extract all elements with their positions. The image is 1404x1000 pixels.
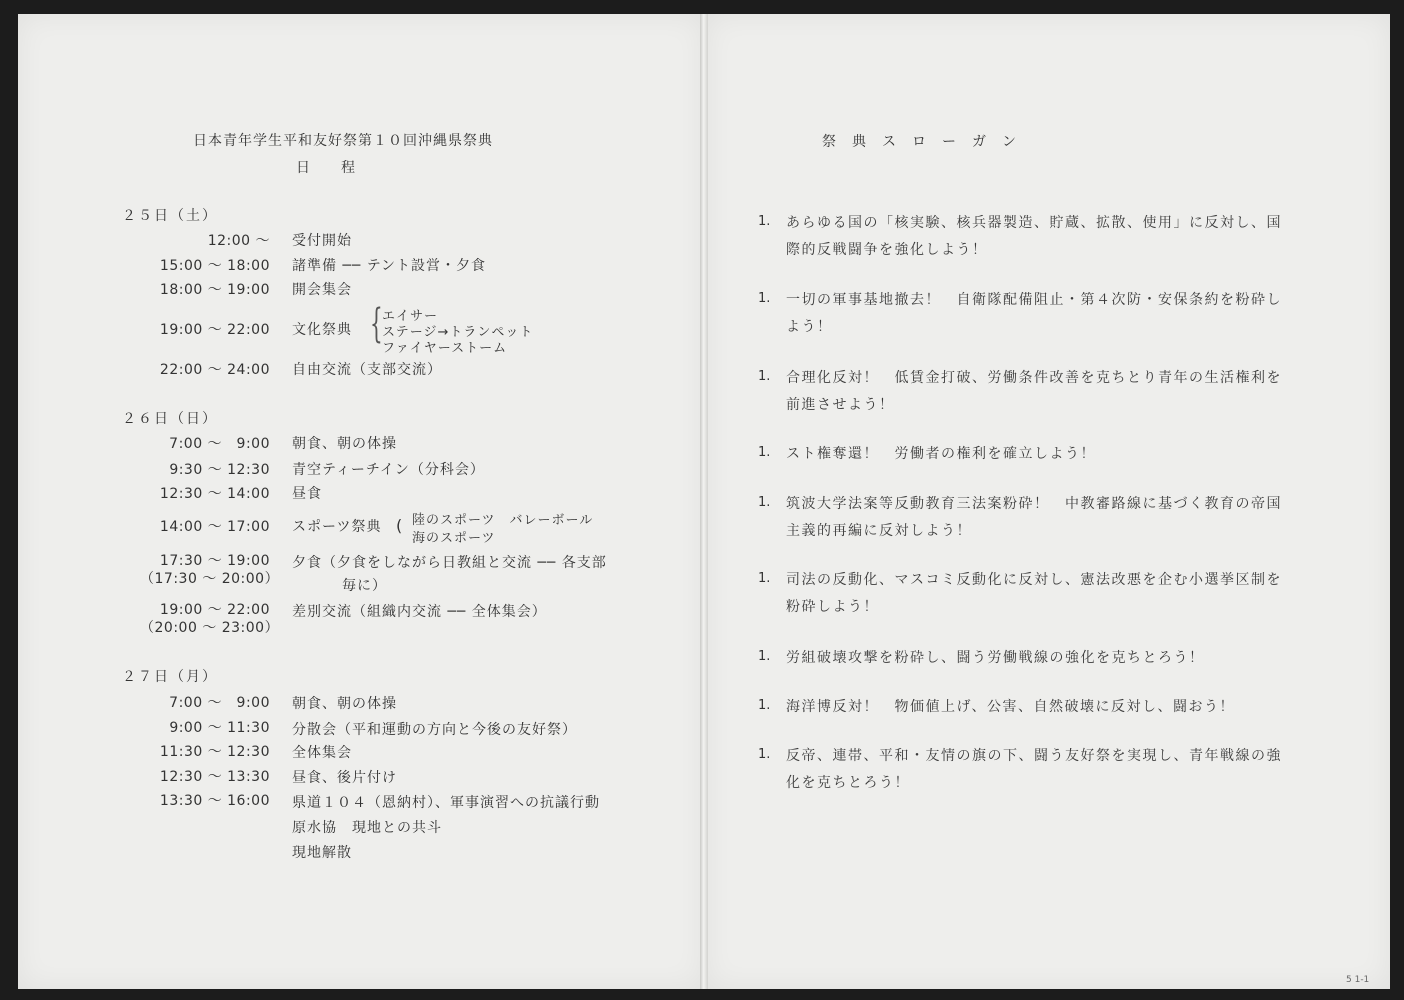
schedule-time: 12:30 ～ 14:00 xyxy=(159,486,270,502)
schedule-event: 夕食（夕食をしながら日教組と交流 ── 各支部 xyxy=(292,555,607,571)
sub-item: エイサー xyxy=(382,309,439,324)
sub-item: 陸のスポーツ バレーボール xyxy=(412,513,594,528)
schedule-event: 開会集会 xyxy=(292,282,352,298)
schedule-time: 9:00 ～ 11:30 xyxy=(169,720,270,736)
schedule-event: 差別交流（組織内交流 ── 全体集会） xyxy=(292,604,547,620)
day-label: ２５日（土） xyxy=(122,208,218,224)
page-note: 5 1-1 xyxy=(1346,975,1370,985)
schedule-time: 14:00 ～ 17:00 xyxy=(159,519,270,535)
schedule-event: 昼食、後片付け xyxy=(292,770,397,786)
schedule-subtitle: 日 程 xyxy=(296,160,356,176)
slogan-text: 労組破壊攻撃を粉砕し、闘う労働戦線の強化を克ちとろう！ xyxy=(786,650,1205,666)
slogan-text: スト権奪還！ 労働者の権利を確立しよう！ xyxy=(786,446,1096,462)
slogan-text: 反帝、連帯、平和・友情の旗の下、闘う友好祭を実現し、青年戦線の強化を克ちとろう！ xyxy=(786,748,1282,791)
slogan-number: 1. xyxy=(758,445,771,460)
schedule-time: 7:00 ～ 9:00 xyxy=(169,695,270,711)
schedule-event: 文化祭典 xyxy=(292,322,352,338)
schedule-event: 昼食 xyxy=(292,486,322,502)
slogan-text: 海洋博反対！ 物価値上げ、公害、自然破壊に反対し、闘おう！ xyxy=(786,699,1235,715)
slogan-number: 1. xyxy=(758,495,771,510)
schedule-event-cont: 現地解散 xyxy=(292,845,352,861)
slogan-text: 一切の軍事基地撤去！ 自衛隊配備阻止・第４次防・安保条約を粉砕しよう！ xyxy=(786,292,1282,335)
schedule-event: 朝食、朝の体操 xyxy=(292,696,397,712)
slogan-text: 筑波大学法案等反動教育三法案粉砕！ 中教審路線に基づく教育の帝国主義的再編に反対しよう！ xyxy=(786,496,1282,539)
slogan-number: 1. xyxy=(758,747,771,762)
schedule-event: 受付開始 xyxy=(292,233,352,249)
schedule-time: 22:00 ～ 24:00 xyxy=(159,362,270,378)
slogan-number: 1. xyxy=(758,649,771,664)
left-page xyxy=(18,14,704,989)
schedule-time: 12:00 ～ xyxy=(207,233,270,249)
slogan-text: あらゆる国の「核実験、核兵器製造、貯蔵、拡散、使用」に反対し、国際的反戦闘争を強化しよう！ xyxy=(786,215,1282,258)
slogan-number: 1. xyxy=(758,291,771,306)
schedule-event: 自由交流（支部交流） xyxy=(292,362,442,378)
schedule-event: 青空ティーチイン（分科会） xyxy=(292,462,485,478)
schedule-event-cont: 毎に） xyxy=(342,578,387,594)
schedule-event: スポーツ祭典 xyxy=(292,519,382,535)
schedule-event: 分散会（平和運動の方向と今後の友好祭） xyxy=(292,722,577,738)
schedule-time: 12:30 ～ 13:30 xyxy=(159,769,270,785)
slogan-text: 合理化反対！ 低賃金打破、労働条件改善を克ちとり青年の生活権利を前進させよう！ xyxy=(786,370,1282,413)
schedule-event: 県道１０４（恩納村）、軍事演習への抗議行動 xyxy=(292,795,600,811)
schedule-time: 9:30 ～ 12:30 xyxy=(169,462,270,478)
schedule-event: 朝食、朝の体操 xyxy=(292,436,397,452)
slogan-number: 1. xyxy=(758,214,771,229)
schedule-time: 19:00 ～ 22:00 xyxy=(159,602,270,618)
page-fold xyxy=(700,14,708,989)
schedule-event-cont: 原水協 現地との共斗 xyxy=(292,820,442,836)
schedule-time: 11:30 ～ 12:30 xyxy=(159,744,270,760)
slogan-number: 1. xyxy=(758,571,771,586)
day-label: ２７日（月） xyxy=(122,669,218,685)
sub-item: ファイヤーストーム xyxy=(382,341,508,356)
schedule-time: 13:30 ～ 16:00 xyxy=(159,793,270,809)
slogan-number: 1. xyxy=(758,369,771,384)
slogan-number: 1. xyxy=(758,698,771,713)
schedule-event: 諸準備 ── テント設営・夕食 xyxy=(292,258,487,274)
brace-icon: { xyxy=(370,301,383,347)
schedule-time-alt: （20:00 ～ 23:00） xyxy=(140,620,280,636)
schedule-time: 18:00 ～ 19:00 xyxy=(159,282,270,298)
schedule-title: 日本青年学生平和友好祭第１０回沖縄県祭典 xyxy=(193,133,493,149)
slogan-title: 祭 典 ス ロ ー ガ ン xyxy=(822,134,1017,150)
schedule-time: 17:30 ～ 19:00 xyxy=(159,553,270,569)
sub-item: ステージ→トランペット xyxy=(382,325,534,340)
slogan-text: 司法の反動化、マスコミ反動化に反対し、憲法改悪を企む小選挙区制を粉砕しよう！ xyxy=(786,572,1282,615)
schedule-time: 19:00 ～ 22:00 xyxy=(159,322,270,338)
schedule-time-alt: （17:30 ～ 20:00） xyxy=(140,571,280,587)
sub-item: 海のスポーツ xyxy=(412,531,496,546)
schedule-event: 全体集会 xyxy=(292,745,352,761)
day-label: ２６日（日） xyxy=(122,411,218,427)
paren-icon: ( xyxy=(396,516,404,535)
schedule-time: 7:00 ～ 9:00 xyxy=(169,436,270,452)
schedule-time: 15:00 ～ 18:00 xyxy=(159,258,270,274)
